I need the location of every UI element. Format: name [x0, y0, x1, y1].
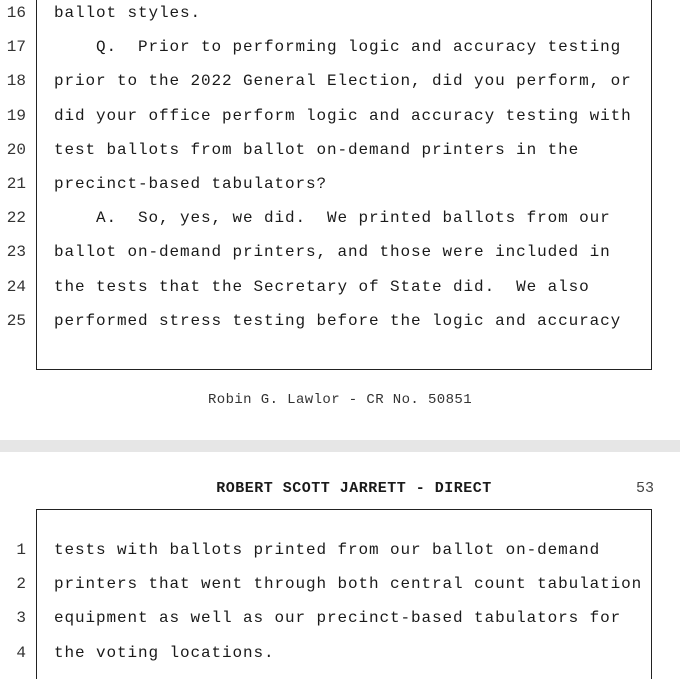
line-text: printers that went through both central count tabulation [54, 575, 643, 594]
line-text: the tests that the Secretary of State did. We also [54, 277, 590, 296]
line-text: ballot on-demand printers, and those were included in [54, 243, 611, 262]
transcript-line [0, 71, 680, 105]
transcript-line [0, 106, 680, 140]
page-number: 53 [635, 480, 654, 497]
transcript-line [0, 208, 680, 242]
line-number: 1 [16, 541, 26, 559]
transcript-line [0, 242, 680, 276]
reporter-footer: Robin G. Lawlor - CR No. 50851 [207, 392, 473, 408]
transcript-page-bottom [0, 452, 680, 672]
transcript-line [0, 3, 680, 37]
line-number: 21 [6, 175, 26, 193]
transcript-line [0, 540, 680, 574]
line-number: 22 [6, 209, 26, 228]
line-text: tests with ballots printed from our ballot on-demand [54, 541, 601, 559]
line-number: 25 [6, 311, 26, 330]
line-text: precinct-based tabulators? [54, 175, 328, 193]
line-text: performed stress testing before the logic and accuracy [54, 311, 622, 330]
page-separator [0, 440, 680, 452]
transcript-line [0, 311, 680, 345]
transcript-line [0, 608, 680, 642]
line-text: Q. Prior to performing logic and accuracy testing [54, 38, 622, 57]
line-text: the voting locations. [54, 643, 275, 662]
line-number: 23 [6, 243, 26, 262]
line-text: A. So, yes, we did. We printed ballots from our [54, 209, 611, 228]
line-number: 17 [6, 38, 26, 57]
transcript-line [0, 140, 680, 174]
line-number: 16 [6, 4, 26, 22]
line-number: 19 [6, 106, 26, 125]
line-text: did your office perform logic and accuracy testing with [54, 106, 632, 125]
transcript-line [0, 174, 680, 208]
line-text: equipment as well as our precinct-based tabulators for [54, 609, 622, 628]
transcript-line [0, 37, 680, 71]
line-text: test ballots from ballot on-demand printers in the [54, 140, 580, 159]
line-text: ballot styles. [54, 4, 202, 22]
line-number: 3 [16, 609, 26, 628]
transcript-line [0, 574, 680, 608]
line-number: 20 [6, 140, 26, 159]
line-number: 2 [16, 575, 26, 594]
line-text: prior to the 2022 General Election, did you perform, or [54, 72, 632, 91]
page-header-title: ROBERT SCOTT JARRETT - DIRECT [216, 480, 492, 497]
transcript-line [0, 277, 680, 311]
line-number: 4 [16, 643, 26, 662]
transcript-line [0, 643, 680, 677]
line-number: 18 [6, 72, 26, 91]
line-number: 24 [6, 277, 26, 296]
